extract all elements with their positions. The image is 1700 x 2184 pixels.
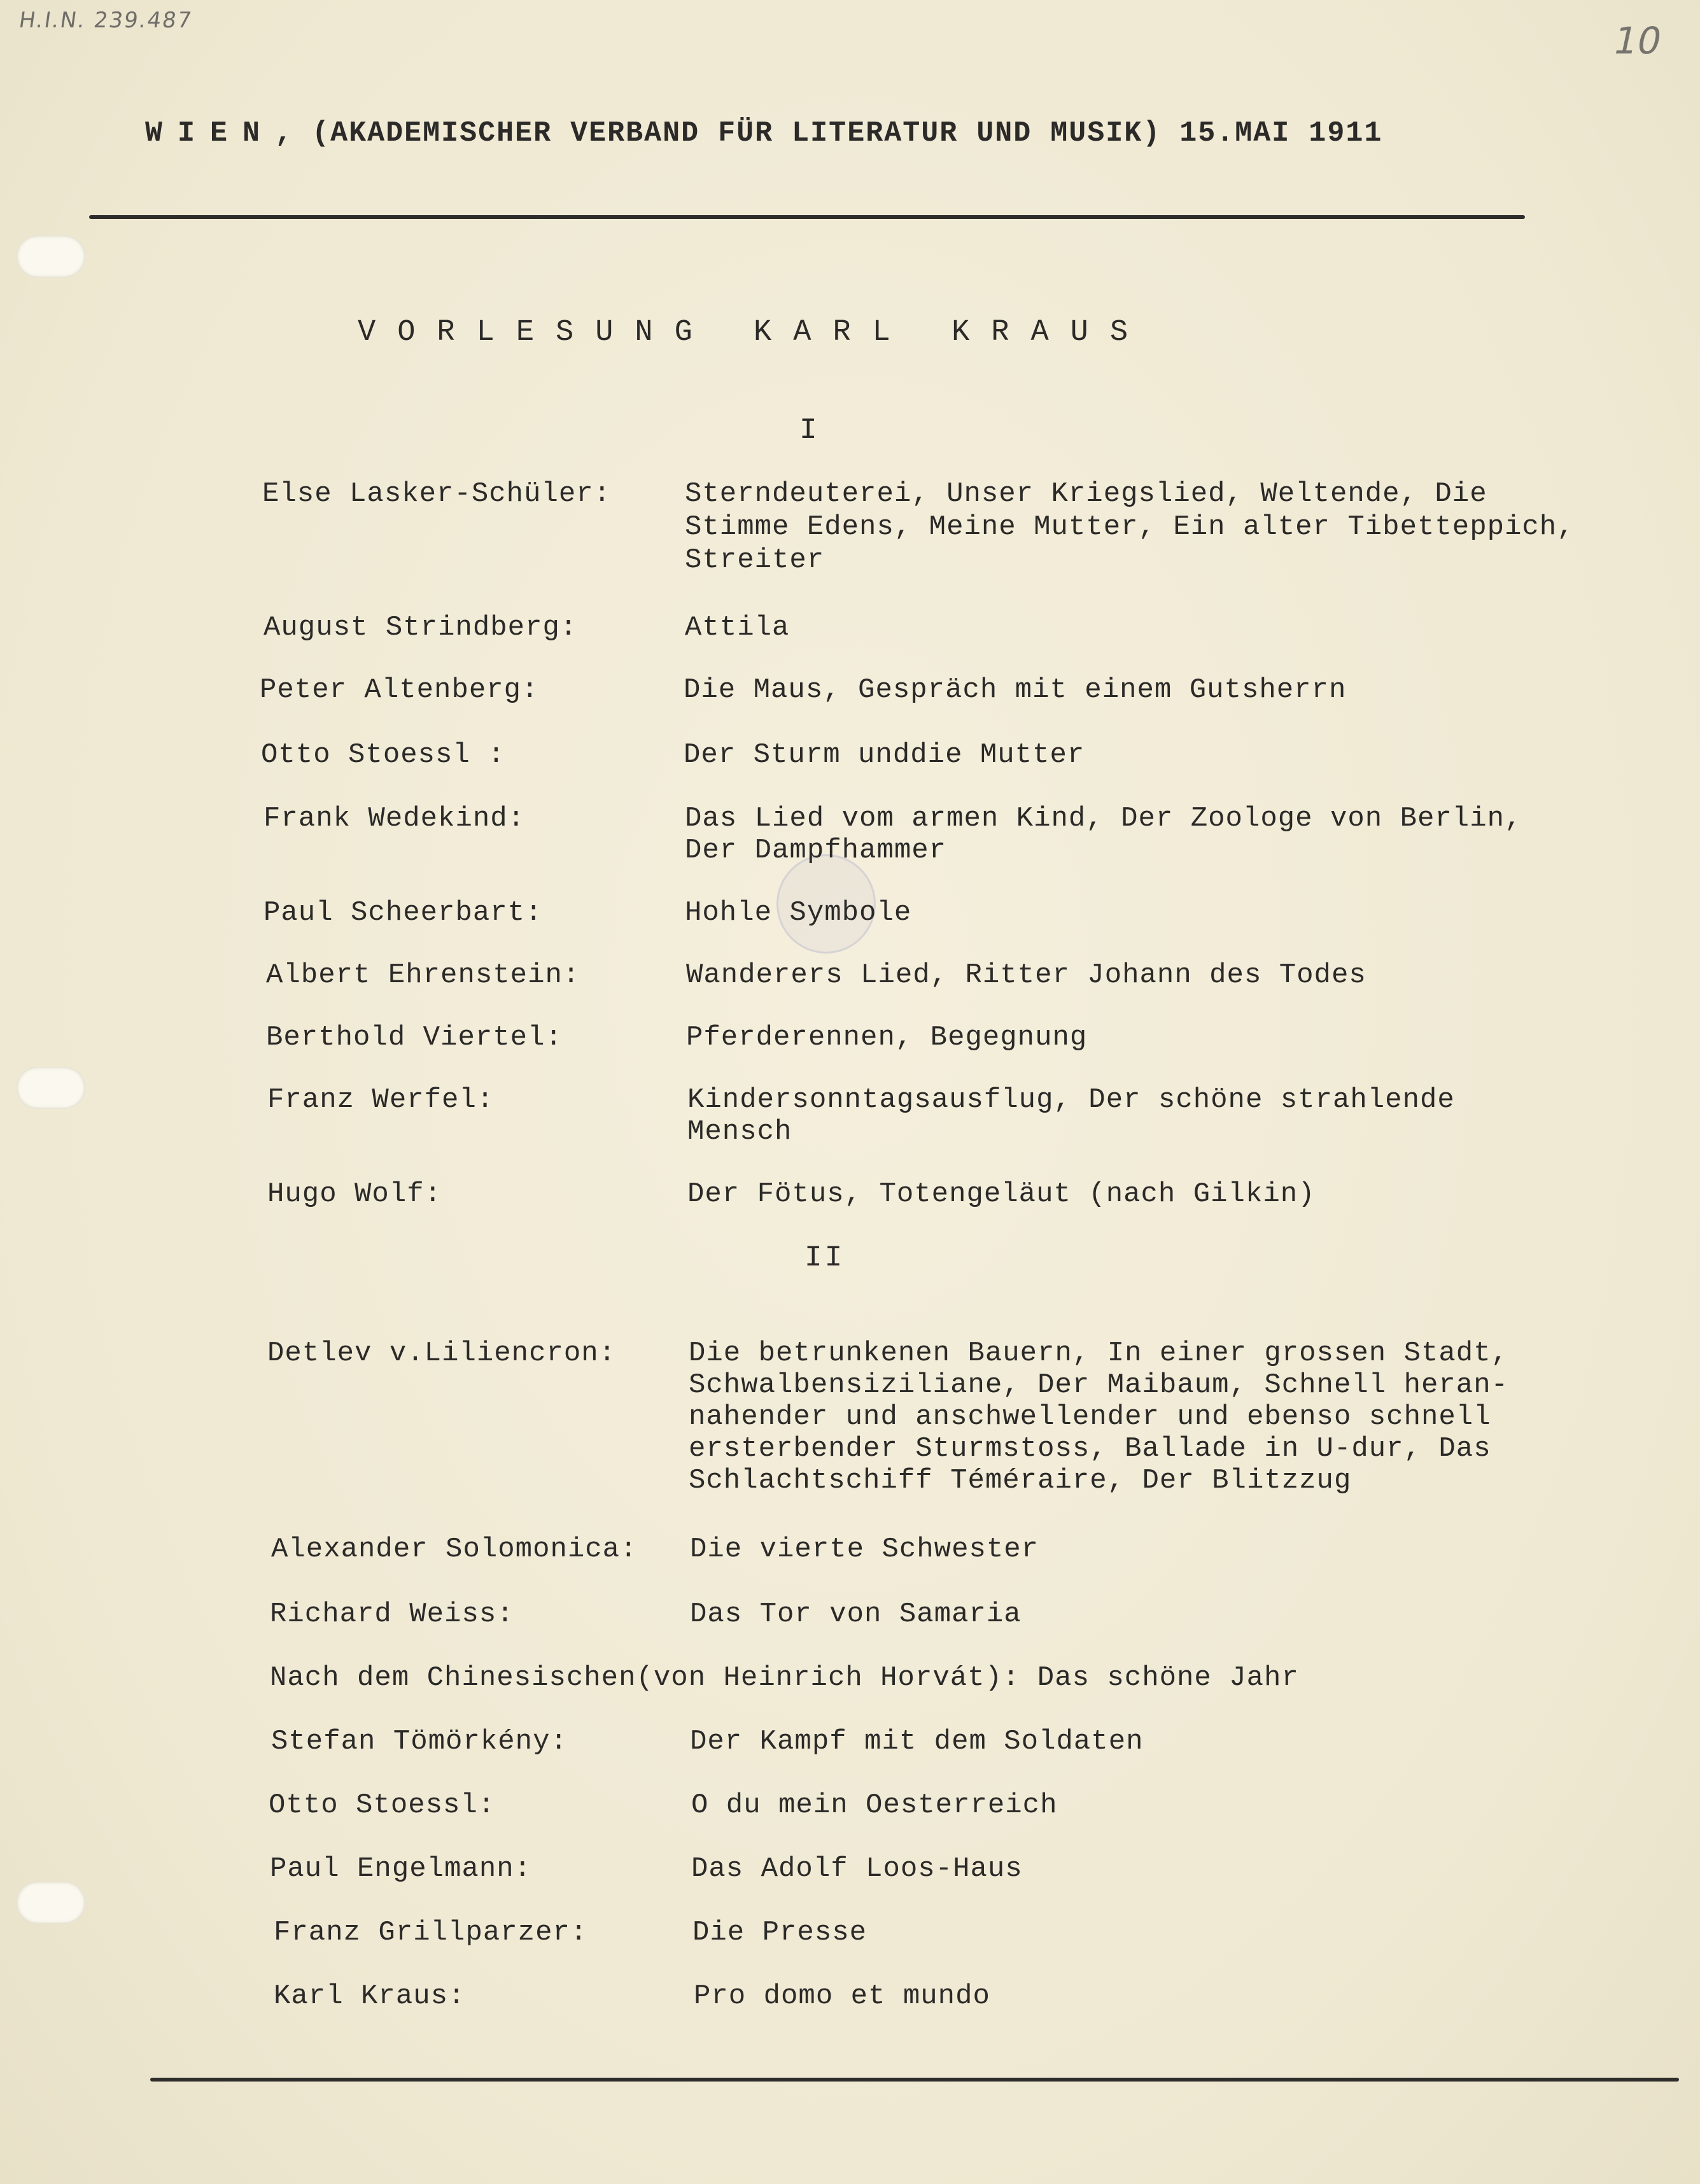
entry-author: Richard Weiss: bbox=[270, 1598, 514, 1630]
entry-author: Alexander Solomonica: bbox=[271, 1533, 638, 1565]
entry-works-line: Wanderers Lied, Ritter Johann des Todes bbox=[686, 959, 1366, 991]
entry-author: Franz Werfel: bbox=[267, 1084, 495, 1116]
header-organization: (AKADEMISCHER VERBAND FÜR LITERATUR UND MUSIK) bbox=[312, 117, 1162, 150]
punch-hole bbox=[17, 1882, 85, 1924]
entry-works-line: ersterbender Sturmstoss, Ballade in U-dur, Das bbox=[689, 1433, 1491, 1465]
entry-author: Frank Wedekind: bbox=[263, 803, 526, 835]
entry-works-line: Attila bbox=[685, 612, 790, 644]
header-city: WIEN bbox=[145, 117, 276, 150]
entry-author: Paul Engelmann: bbox=[270, 1853, 532, 1885]
section-numeral: II bbox=[804, 1241, 845, 1274]
entry-works-line: Schwalbensiziliane, Der Maibaum, Schnell heran- bbox=[689, 1369, 1509, 1401]
entry-works-line: Die Presse bbox=[692, 1917, 868, 1948]
entry-author: Paul Scheerbart: bbox=[263, 897, 543, 929]
entry-author: Otto Stoessl : bbox=[261, 739, 505, 771]
entry-author: Hugo Wolf: bbox=[267, 1178, 442, 1210]
entry-works-line: Schlachtschiff Téméraire, Der Blitzzug bbox=[689, 1465, 1352, 1497]
entry-author: Karl Kraus: bbox=[274, 1980, 466, 2012]
punch-hole bbox=[17, 236, 85, 278]
entry-works-line: Sterndeuterei, Unser Kriegslied, Weltende, Die bbox=[685, 478, 1487, 510]
entry-works-line: Streiter bbox=[685, 544, 825, 576]
entry-works-line: Kindersonntagsausflug, Der schöne strahlende bbox=[687, 1084, 1455, 1116]
catalog-number: H.I.N. 239.487 bbox=[17, 8, 195, 33]
entry-author: Albert Ehrenstein: bbox=[266, 959, 580, 991]
entry-author: Stefan Tömörkény: bbox=[271, 1726, 568, 1758]
entry-works-line: Das Lied vom armen Kind, Der Zoologe von Berlin, bbox=[685, 803, 1522, 835]
entry-works-line: Stimme Edens, Meine Mutter, Ein alter Tibetteppich, bbox=[685, 511, 1575, 543]
entry-author: Peter Altenberg: bbox=[260, 674, 539, 706]
header-line bbox=[145, 117, 1382, 150]
header-comma: , bbox=[275, 117, 294, 150]
entry-works-line: nahender und anschwellender und ebenso schnell bbox=[689, 1401, 1491, 1433]
entry-works-line: Mensch bbox=[687, 1116, 792, 1148]
document-title: VORLESUNG KARL KRAUS bbox=[358, 316, 1150, 349]
entry-author: Detlev v.Liliencron: bbox=[267, 1337, 617, 1369]
bottom-rule bbox=[150, 2078, 1679, 2082]
entry-works-line: Die Maus, Gespräch mit einem Gutsherrn bbox=[684, 674, 1347, 706]
top-rule bbox=[89, 215, 1525, 219]
entry-works-line: Pro domo et mundo bbox=[694, 1980, 990, 2012]
entry-works-line: O du mein Oesterreich bbox=[691, 1789, 1058, 1821]
punch-hole bbox=[17, 1067, 85, 1109]
entry-works-line: Die betrunkenen Bauern, In einer grossen Stadt, bbox=[689, 1337, 1509, 1369]
entry-works-line: Der Sturm unddie Mutter bbox=[684, 739, 1085, 771]
entry-author: Nach dem Chinesischen(von Heinrich Horvát): Das schöne Jahr bbox=[270, 1662, 1299, 1694]
entry-author: Else Lasker-Schüler: bbox=[262, 478, 612, 510]
entry-author: August Strindberg: bbox=[263, 612, 578, 644]
header-date: 15.MAI 1911 bbox=[1179, 117, 1383, 150]
page-number: 10 bbox=[1609, 19, 1666, 62]
entry-works-line: Die vierte Schwester bbox=[690, 1533, 1039, 1565]
entry-works-line: Der Fötus, Totengeläut (nach Gilkin) bbox=[687, 1178, 1316, 1210]
entry-works-line: Der Kampf mit dem Soldaten bbox=[690, 1726, 1144, 1758]
entry-author: Berthold Viertel: bbox=[266, 1022, 563, 1053]
entry-works-line: Hohle Symbole bbox=[685, 897, 912, 929]
entry-author: Otto Stoessl: bbox=[269, 1789, 496, 1821]
entry-author: Franz Grillparzer: bbox=[274, 1917, 588, 1948]
entry-works-line: Das Tor von Samaria bbox=[690, 1598, 1022, 1630]
entry-works-line: Das Adolf Loos-Haus bbox=[691, 1853, 1023, 1885]
section-numeral: I bbox=[799, 414, 820, 447]
entry-works-line: Pferderennen, Begegnung bbox=[686, 1022, 1088, 1053]
entry-works-line: Der Dampfhammer bbox=[685, 835, 947, 866]
